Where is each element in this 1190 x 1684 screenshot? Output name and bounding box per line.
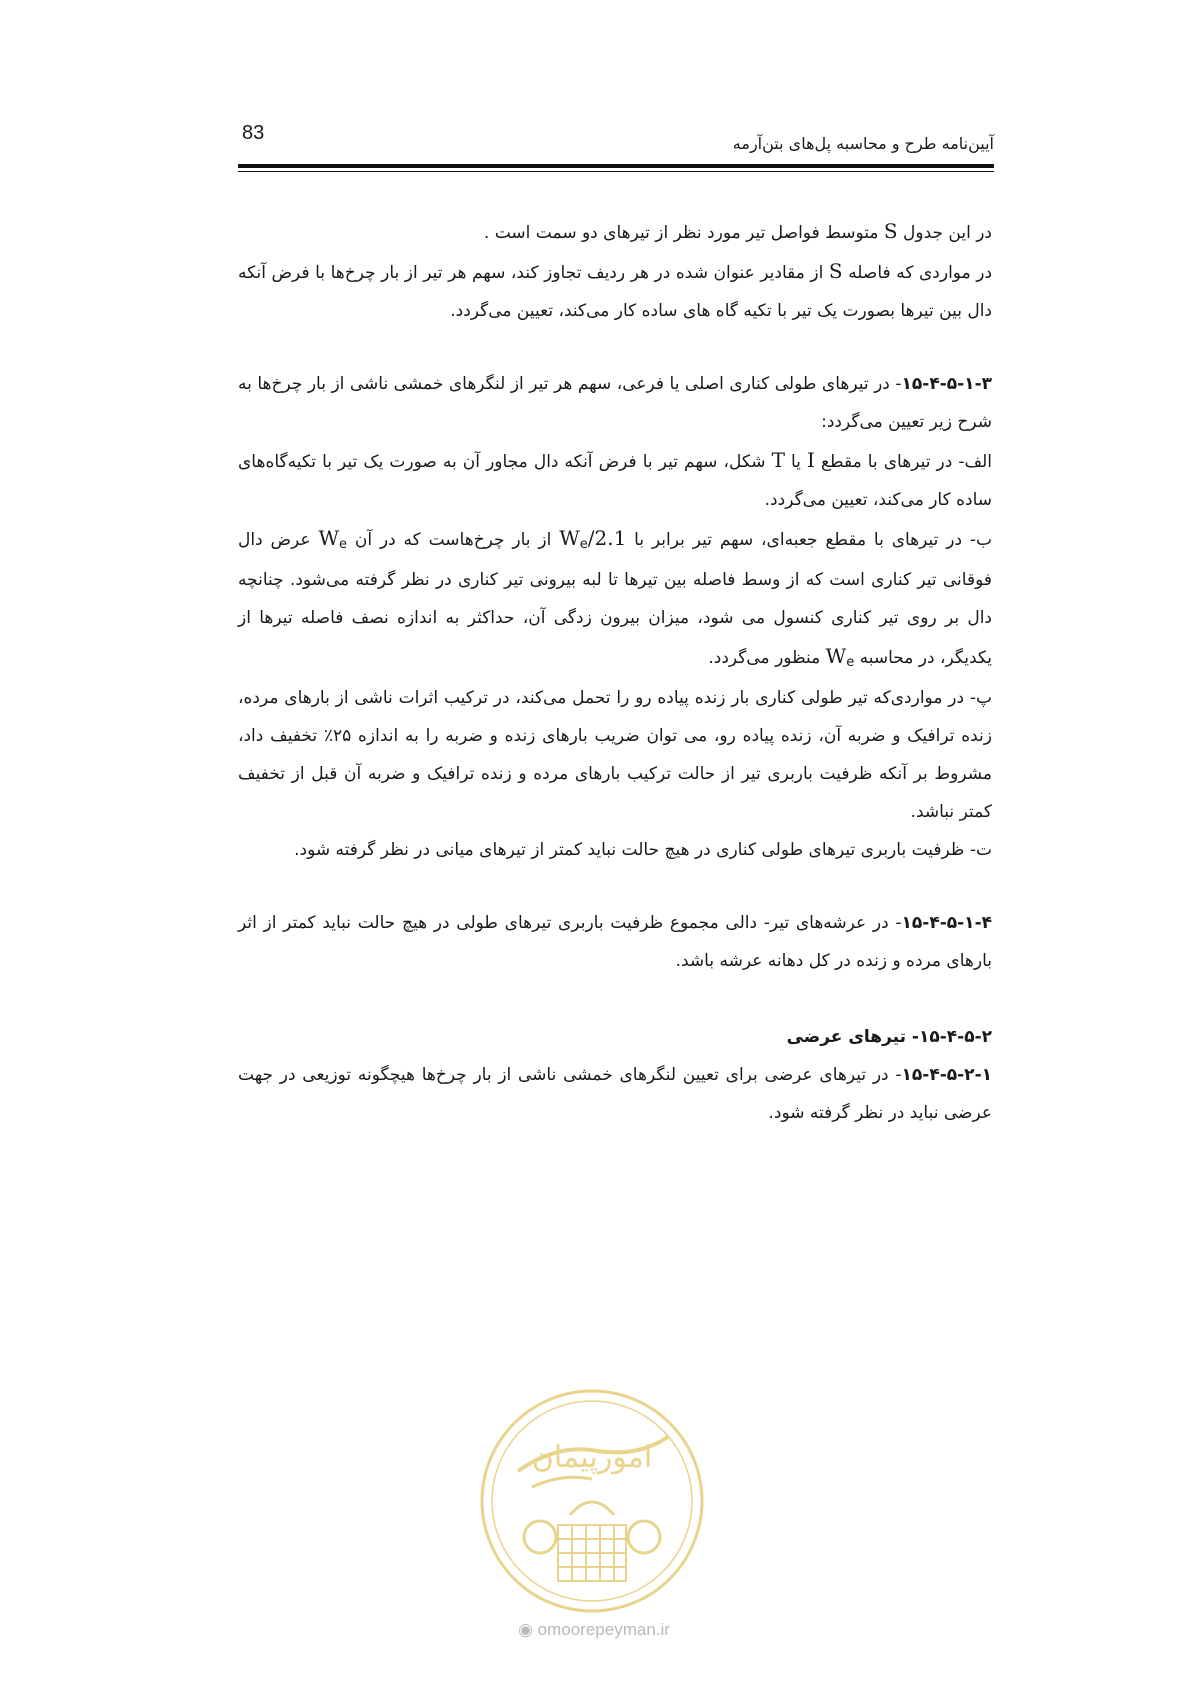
item-te (238, 831, 992, 869)
item-text: از بار چرخ‌هاست که در آن (354, 530, 552, 550)
section-15-4-5-2-heading (238, 1018, 992, 1056)
section-15-4-5-1-4 (238, 904, 992, 980)
item-text: شکل، سهم تیر با فرض آنکه دال مجاور آن به صورت یک تیر با تکیه‌گاه‌های ساده کار می‌کند، تعیین می‌گردد. (238, 452, 992, 510)
formula-we-ratio (559, 526, 627, 552)
section-number: ۱۵-۴-۵-۲-۱ (901, 1065, 992, 1085)
item-be (238, 519, 992, 679)
section-15-4-5-2-1 (238, 1056, 992, 1132)
item-text: یا (791, 452, 801, 472)
section-text: - در عرشه‌های تیر- دالی مجموع ظرفیت باربری تیرهای طولی در هیچ حالت نباید کمتر از اثر بارهای مرده و زنده در کل دهانه عرشه باشد. (238, 913, 992, 971)
site-url-text: omoorepeyman.ir (537, 1620, 670, 1639)
symbol-we (318, 526, 347, 552)
symbol-i: I (807, 448, 815, 472)
symbol-w: W (825, 644, 847, 668)
paragraph-text: در این جدول (903, 223, 992, 243)
header-rule-thin (238, 171, 994, 172)
item-text: ب- در تیرهای با مقطع جعبه‌ای، سهم تیر برابر با (634, 530, 993, 550)
section-text: - در تیرهای عرضی برای تعیین لنگرهای خمشی ناشی از بار چرخ‌ها هیچگونه توزیعی در جهت عرضی نباید در نظر گرفته شود. (238, 1065, 992, 1123)
svg-text:امورپیمان: امورپیمان (531, 1440, 653, 1475)
running-title: آیین‌نامه طرح و محاسبه پل‌های بتن‌آرمه (732, 134, 994, 153)
document-body (238, 212, 992, 1132)
header-rule-thick (238, 164, 994, 168)
section-text: - در تیرهای طولی کناری اصلی یا فرعی، سهم هر تیر از لنگرهای خمشی ناشی از بار چرخ‌ها به شرح زیر تعیین می‌گردد: (238, 374, 992, 432)
symbol-w: W (559, 526, 580, 550)
paragraph-table-note (238, 212, 992, 252)
item-alef (238, 441, 992, 519)
subscript-e: e (339, 537, 347, 552)
item-text: ت- ظرفیت باربری تیرهای طولی کناری در هیچ حالت نباید کمتر از تیرهای میانی در نظر گرفته شود. (294, 840, 992, 860)
paragraph-text: از مقادیر عنوان شده در هر ردیف تجاوز کند، سهم هر تیر از بار چرخ‌ها با فرض آنکه دال بین تیرها بصورت یک تیر با تکیه گاه های ساده کار می‌کند، تعیین می‌گردد. (238, 263, 992, 321)
paragraph-text: متوسط فواصل تیر مورد نظر از تیرهای دو سمت است . (483, 223, 879, 243)
item-text: پ- در مواردی‌که تیر طولی کناری بار زنده پیاده رو را تحمل می‌کند، در ترکیب اثرات ناشی از بارهای مرده، زنده ترافیک و ضربه آن، زنده پیاده رو، می توان ضریب بارهای زنده و ضربه را به اندازه ۲۵٪ تخفیف داد، مشروط بر آنکه ظرفیت باربری تیر از حالت ترکیب بارهای مرده و زنده ترافیک و ضربه آن قبل از تخفیف کمتر نباشد. (238, 688, 992, 822)
symbol-s: S (883, 219, 898, 243)
item-text: الف- در تیرهای با مقطع (820, 452, 992, 472)
section-number: ۱۵-۴-۵-۱-۴ (901, 913, 992, 933)
page-number: 83 (242, 122, 265, 144)
section-number: ۱۵-۴-۵-۱-۳ (901, 374, 992, 394)
section-number: ۱۵-۴-۵-۲ (918, 1027, 992, 1047)
section-15-4-5-1-3 (238, 365, 992, 441)
symbol-w: W (318, 526, 339, 550)
paragraph-text: در مواردی که فاصله (848, 263, 993, 283)
section-title: - تیرهای عرضی (786, 1027, 919, 1047)
omoorepeyman-logo-watermark (478, 1387, 706, 1615)
item-pe (238, 679, 992, 831)
item-text: منظور می‌گردد. (708, 648, 821, 668)
paragraph-spacing-exceed (238, 252, 992, 330)
symbol-t: T (771, 448, 785, 472)
subscript-e: e (579, 537, 588, 552)
symbol-s: S (828, 259, 843, 283)
ratio-value: /2.1 (587, 526, 627, 550)
symbol-we (825, 644, 855, 670)
watermark-site-url: ◉ omoorepeyman.ir (518, 1620, 670, 1639)
subscript-e: e (846, 655, 855, 670)
item-text: عرض دال فوقانی تیر کناری است که از وسط فاصله بین تیرها تا لبه بیرونی تیر کناری در نظر گرفته می‌شود. چنانچه دال بر روی تیر کناری کنسول می شود، میزان بیرون زدگی آن، حداکثر به اندازه نصف فاصله تیرها از یکدیگر، در محاسبه (238, 530, 992, 668)
page-header (238, 118, 994, 168)
